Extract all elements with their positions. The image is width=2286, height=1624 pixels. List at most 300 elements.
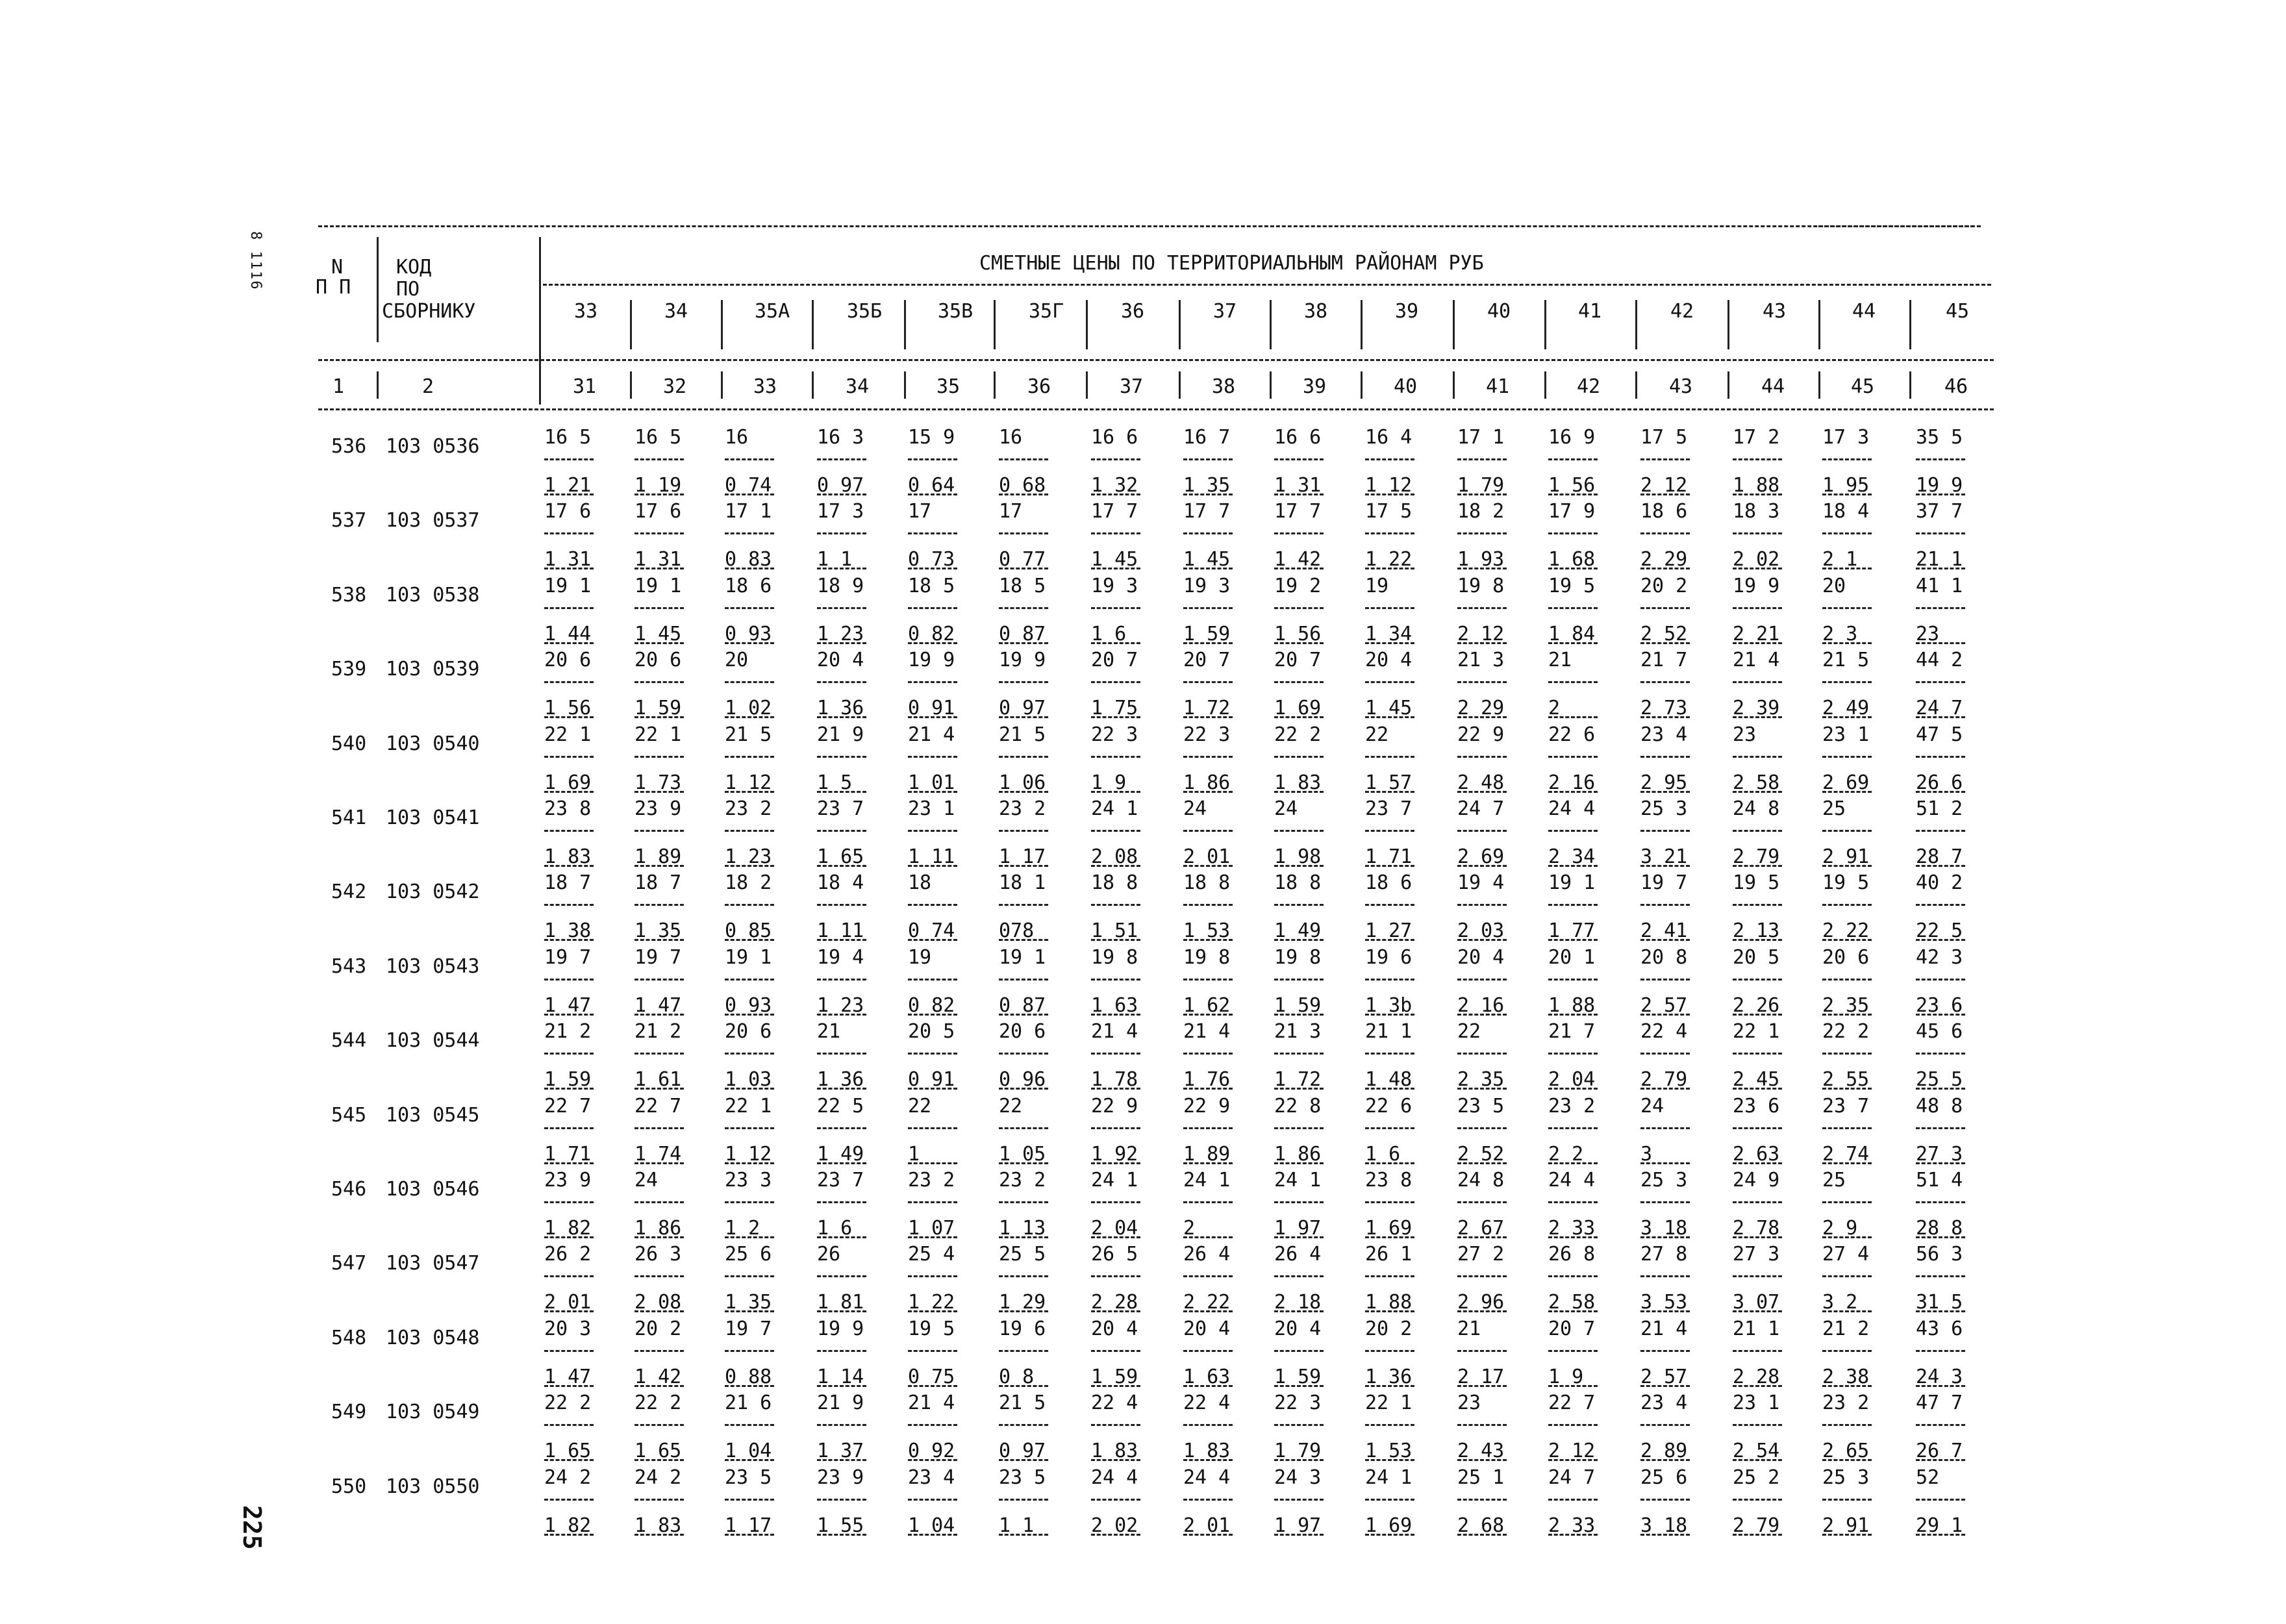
price-top: 21 4 xyxy=(1091,1020,1138,1043)
price-bottom: 2 18 xyxy=(1274,1291,1322,1314)
price-top: 17 7 xyxy=(1274,500,1322,523)
cell-rule xyxy=(1457,939,1507,941)
price-top: 19 8 xyxy=(1091,945,1138,969)
cell-rule xyxy=(725,1310,774,1312)
price-top: 21 xyxy=(1457,1317,1481,1340)
row-code: 103 0544 xyxy=(386,1029,480,1053)
cell-rule xyxy=(1640,1162,1690,1164)
price-top: 17 7 xyxy=(1091,500,1138,523)
cell-rule xyxy=(1733,1424,1782,1426)
price-bottom: 1 97 xyxy=(1274,1217,1322,1240)
cell-rule xyxy=(1822,1459,1872,1461)
price-top: 24 4 xyxy=(1548,1169,1596,1192)
cell-rule xyxy=(1916,532,1965,534)
cell-rule xyxy=(1822,1201,1872,1203)
price-bottom: 1 72 xyxy=(1274,1068,1322,1092)
cell-rule xyxy=(1548,979,1598,981)
price-bottom: 2 1 xyxy=(1822,548,1858,571)
district-divider xyxy=(1818,300,1820,349)
cell-rule xyxy=(1916,1053,1965,1055)
price-top: 17 2 xyxy=(1733,426,1780,449)
cell-rule xyxy=(908,791,957,793)
cell-rule xyxy=(817,904,866,906)
price-bottom: 1 14 xyxy=(817,1365,864,1388)
price-bottom: 1 89 xyxy=(1183,1142,1231,1166)
cell-rule xyxy=(1733,1459,1782,1461)
price-top: 19 7 xyxy=(725,1317,772,1340)
row-number: 545 xyxy=(331,1103,367,1127)
price-top: 17 xyxy=(999,500,1023,523)
price-bottom: 2 04 xyxy=(1091,1217,1138,1240)
price-bottom: 2 01 xyxy=(1183,1514,1231,1537)
cell-rule xyxy=(1091,1459,1140,1461)
cell-rule xyxy=(634,939,684,941)
cell-rule xyxy=(1457,1014,1507,1016)
cell-rule xyxy=(725,979,774,981)
price-top: 18 5 xyxy=(999,574,1046,597)
cell-rule xyxy=(1916,1459,1965,1461)
price-top: 24 xyxy=(1274,797,1298,820)
price-bottom: 1 12 xyxy=(725,1142,772,1166)
price-top: 21 4 xyxy=(1640,1317,1688,1340)
cell-rule xyxy=(1183,493,1233,495)
cell-rule xyxy=(1183,1088,1233,1090)
index-divider xyxy=(630,371,632,399)
cell-rule xyxy=(725,830,774,832)
price-top: 24 xyxy=(634,1169,659,1192)
price-bottom: 1 93 xyxy=(1457,548,1505,571)
price-bottom: 1 69 xyxy=(1365,1217,1413,1240)
price-bottom: 1 82 xyxy=(544,1514,592,1537)
price-bottom: 2 01 xyxy=(1183,845,1231,868)
cell-rule xyxy=(544,532,594,534)
price-bottom: 1 23 xyxy=(817,993,864,1017)
cell-rule xyxy=(817,979,866,981)
index-divider xyxy=(812,371,814,399)
price-top: 19 5 xyxy=(1733,871,1780,895)
price-bottom: 1 72 xyxy=(1183,697,1231,720)
cell-rule xyxy=(908,493,957,495)
cell-rule xyxy=(1822,1162,1872,1164)
cell-rule xyxy=(725,1459,774,1461)
price-bottom: 25 5 xyxy=(1916,1068,1963,1092)
price-top: 20 5 xyxy=(908,1020,955,1043)
cell-rule xyxy=(634,642,684,644)
cell-rule xyxy=(1822,830,1872,832)
cell-rule xyxy=(1457,791,1507,793)
price-top: 18 7 xyxy=(634,871,682,895)
price-bottom: 1 36 xyxy=(817,1068,864,1092)
cell-rule xyxy=(1274,458,1324,460)
price-top: 26 3 xyxy=(634,1243,682,1266)
cell-rule xyxy=(1640,979,1690,981)
price-bottom: 24 7 xyxy=(1916,697,1963,720)
index-divider xyxy=(1361,371,1363,399)
cell-rule xyxy=(1091,1162,1140,1164)
cell-rule xyxy=(817,607,866,609)
price-bottom: 1 31 xyxy=(1274,474,1322,497)
district-divider xyxy=(630,300,632,349)
cell-rule xyxy=(1916,1424,1965,1426)
price-top: 44 2 xyxy=(1916,649,1963,672)
cell-rule xyxy=(1822,1014,1872,1016)
price-bottom: 1 38 xyxy=(544,919,592,943)
cell-rule xyxy=(544,1424,594,1426)
cell-rule xyxy=(908,830,957,832)
price-top: 24 4 xyxy=(1183,1466,1231,1489)
price-bottom: 1 35 xyxy=(725,1291,772,1314)
cell-rule xyxy=(1548,830,1598,832)
price-top: 51 4 xyxy=(1916,1169,1963,1192)
price-top: 19 1 xyxy=(544,574,592,597)
cell-rule xyxy=(1091,716,1140,718)
price-top: 19 5 xyxy=(1548,574,1596,597)
cell-rule xyxy=(544,1014,594,1016)
price-bottom: 2 17 xyxy=(1457,1365,1505,1388)
cell-rule xyxy=(544,1385,594,1387)
price-top: 24 8 xyxy=(1457,1169,1505,1192)
price-top: 17 7 xyxy=(1183,500,1231,523)
cell-rule xyxy=(1640,791,1690,793)
cell-rule xyxy=(1091,568,1140,569)
cell-rule xyxy=(1916,756,1965,758)
price-top: 24 8 xyxy=(1733,797,1780,820)
price-top: 22 3 xyxy=(1091,723,1138,746)
price-bottom: 2 33 xyxy=(1548,1217,1596,1240)
cell-rule xyxy=(1091,532,1140,534)
cell-rule xyxy=(634,1385,684,1387)
price-bottom: 0 91 xyxy=(908,697,955,720)
price-bottom: 1 xyxy=(908,1142,920,1166)
price-bottom: 1 1 xyxy=(999,1514,1035,1537)
cell-rule xyxy=(1822,1053,1872,1055)
cell-rule xyxy=(1916,865,1965,867)
price-top: 17 1 xyxy=(725,500,772,523)
cell-rule xyxy=(634,1053,684,1055)
cell-rule xyxy=(1183,979,1233,981)
cell-rule xyxy=(1365,1127,1414,1129)
price-top: 20 4 xyxy=(817,649,864,672)
cell-rule xyxy=(1640,830,1690,832)
price-bottom: 1 17 xyxy=(725,1514,772,1537)
row-code: 103 0538 xyxy=(386,583,480,606)
row-number: 546 xyxy=(331,1178,367,1201)
cell-rule xyxy=(1091,756,1140,758)
cell-rule xyxy=(1733,568,1782,569)
district-header: 33 xyxy=(574,300,598,323)
price-top: 24 3 xyxy=(1274,1466,1322,1489)
price-top: 20 7 xyxy=(1091,649,1138,672)
cell-rule xyxy=(544,830,594,832)
header-n: N xyxy=(331,256,344,279)
cell-rule xyxy=(1365,904,1414,906)
cell-rule xyxy=(1916,979,1965,981)
cell-rule xyxy=(817,1088,866,1090)
index-divider xyxy=(1453,371,1455,399)
district-divider xyxy=(1453,300,1455,349)
cell-rule xyxy=(1183,458,1233,460)
cell-rule xyxy=(1822,607,1872,609)
price-top: 23 3 xyxy=(725,1169,772,1192)
price-top: 22 1 xyxy=(725,1094,772,1118)
price-top: 20 6 xyxy=(999,1020,1046,1043)
cell-rule xyxy=(1548,1534,1598,1536)
price-top: 16 6 xyxy=(1091,426,1138,449)
cell-rule xyxy=(1548,532,1598,534)
cell-rule xyxy=(1822,1236,1872,1238)
index-divider xyxy=(994,371,996,399)
cell-rule xyxy=(634,865,684,867)
district-divider xyxy=(1179,300,1181,349)
price-bottom: 1 21 xyxy=(544,474,592,497)
district-divider xyxy=(1086,300,1088,349)
cell-rule xyxy=(544,1499,594,1501)
cell-rule xyxy=(725,1236,774,1238)
price-bottom: 0 92 xyxy=(908,1440,955,1463)
cell-rule xyxy=(1183,1201,1233,1203)
cell-rule xyxy=(1640,1014,1690,1016)
price-top: 18 8 xyxy=(1274,871,1322,895)
cell-rule xyxy=(1274,865,1324,867)
price-bottom: 1 44 xyxy=(544,622,592,645)
cell-rule xyxy=(817,681,866,683)
cell-rule xyxy=(1916,1385,1965,1387)
cell-rule xyxy=(1457,1459,1507,1461)
cell-rule xyxy=(999,1350,1048,1352)
cell-rule xyxy=(1733,716,1782,718)
price-top: 26 8 xyxy=(1548,1243,1596,1266)
price-top: 23 7 xyxy=(817,1169,864,1192)
price-bottom: 1 89 xyxy=(634,845,682,868)
district-header: 35А xyxy=(755,300,790,323)
price-top: 23 1 xyxy=(1733,1392,1780,1415)
cell-rule xyxy=(544,642,594,644)
price-bottom: 1 59 xyxy=(1183,622,1231,645)
price-bottom: 2 12 xyxy=(1548,1440,1596,1463)
cell-rule xyxy=(1916,642,1965,644)
cell-rule xyxy=(1640,1459,1690,1461)
cell-rule xyxy=(634,830,684,832)
row-code: 103 0543 xyxy=(386,955,480,978)
price-top: 23 4 xyxy=(1640,1392,1688,1415)
cell-rule xyxy=(634,458,684,460)
price-bottom: 2 79 xyxy=(1733,1514,1780,1537)
price-bottom: 21 1 xyxy=(1916,548,1963,571)
price-top: 19 xyxy=(908,945,932,969)
price-bottom: 1 83 xyxy=(634,1514,682,1537)
cell-rule xyxy=(1733,1236,1782,1238)
price-top: 37 7 xyxy=(1916,500,1963,523)
price-bottom: 1 59 xyxy=(634,697,682,720)
cell-rule xyxy=(1822,939,1872,941)
cell-rule xyxy=(1365,865,1414,867)
cell-rule xyxy=(634,1127,684,1129)
price-bottom: 2 57 xyxy=(1640,993,1688,1017)
cell-rule xyxy=(544,756,594,758)
price-top: 24 1 xyxy=(1274,1169,1322,1192)
price-bottom: 1 42 xyxy=(634,1365,682,1388)
price-top: 22 1 xyxy=(1733,1020,1780,1043)
row-number: 536 xyxy=(331,435,367,458)
cell-rule xyxy=(1916,1014,1965,1016)
price-top: 23 6 xyxy=(1733,1094,1780,1118)
price-top: 20 6 xyxy=(634,649,682,672)
cell-rule xyxy=(1457,493,1507,495)
price-bottom: 1 86 xyxy=(1274,1142,1322,1166)
price-top: 22 9 xyxy=(1091,1094,1138,1118)
cell-rule xyxy=(817,1385,866,1387)
cell-rule xyxy=(908,979,957,981)
index-divider xyxy=(1544,371,1546,399)
cell-rule xyxy=(1365,1053,1414,1055)
cell-rule xyxy=(1365,1088,1414,1090)
price-bottom: 1 12 xyxy=(725,771,772,794)
price-top: 22 8 xyxy=(1274,1094,1322,1118)
cell-rule xyxy=(1548,1385,1598,1387)
cell-rule xyxy=(999,1385,1048,1387)
price-bottom: 2 58 xyxy=(1548,1291,1596,1314)
price-bottom: 2 28 xyxy=(1733,1365,1780,1388)
cell-rule xyxy=(1640,1310,1690,1312)
price-bottom: 2 96 xyxy=(1457,1291,1505,1314)
cell-rule xyxy=(1822,458,1872,460)
cell-rule xyxy=(908,1053,957,1055)
cell-rule xyxy=(1548,1350,1598,1352)
price-top: 23 9 xyxy=(544,1169,592,1192)
price-top: 26 xyxy=(817,1243,841,1266)
price-bottom: 1 48 xyxy=(1365,1068,1413,1092)
price-bottom: 3 18 xyxy=(1640,1217,1688,1240)
cell-rule xyxy=(1365,493,1414,495)
cell-rule xyxy=(1822,1534,1872,1536)
cell-rule xyxy=(725,939,774,941)
cell-rule xyxy=(999,756,1048,758)
price-bottom: 1 01 xyxy=(908,771,955,794)
cell-rule xyxy=(1274,1534,1324,1536)
cell-rule xyxy=(1457,532,1507,534)
price-bottom: 2 78 xyxy=(1733,1217,1780,1240)
price-bottom: 0 97 xyxy=(817,474,864,497)
cell-rule xyxy=(999,1127,1048,1129)
price-bottom: 1 55 xyxy=(817,1514,864,1537)
cell-rule xyxy=(1183,865,1233,867)
price-top: 21 2 xyxy=(544,1020,592,1043)
cell-rule xyxy=(1274,1424,1324,1426)
price-bottom: 1 9 xyxy=(1548,1365,1584,1388)
price-top: 22 7 xyxy=(634,1094,682,1118)
price-bottom: 2 52 xyxy=(1640,622,1688,645)
price-bottom: 2 16 xyxy=(1548,771,1596,794)
cell-rule xyxy=(1365,532,1414,534)
cell-rule xyxy=(1733,532,1782,534)
cell-rule xyxy=(999,532,1048,534)
price-bottom: 2 39 xyxy=(1733,697,1780,720)
price-top: 20 2 xyxy=(1640,574,1688,597)
price-bottom: 1 65 xyxy=(634,1440,682,1463)
price-top: 19 2 xyxy=(1274,574,1322,597)
price-bottom: 0 82 xyxy=(908,622,955,645)
cell-rule xyxy=(1916,458,1965,460)
district-header: 39 xyxy=(1395,300,1419,323)
price-bottom: 2 9 xyxy=(1822,1217,1858,1240)
cell-rule xyxy=(908,1127,957,1129)
price-top: 23 8 xyxy=(1365,1169,1413,1192)
cell-rule xyxy=(1822,1385,1872,1387)
price-top: 16 4 xyxy=(1365,426,1413,449)
price-top: 23 1 xyxy=(908,797,955,820)
margin-note: 8 1116 xyxy=(247,231,264,291)
price-bottom: 2 02 xyxy=(1733,548,1780,571)
row-number: 537 xyxy=(331,509,367,532)
cell-rule xyxy=(1733,1275,1782,1277)
price-top: 17 5 xyxy=(1640,426,1688,449)
cell-rule xyxy=(634,1350,684,1352)
price-top: 25 xyxy=(1822,1169,1846,1192)
price-bottom: 1 56 xyxy=(1548,474,1596,497)
price-bottom: 0 93 xyxy=(725,622,772,645)
cell-rule xyxy=(1457,904,1507,906)
price-top: 24 1 xyxy=(1091,797,1138,820)
cell-rule xyxy=(1457,458,1507,460)
price-top: 17 6 xyxy=(634,500,682,523)
header-divider-0 xyxy=(377,237,379,342)
cell-rule xyxy=(1822,865,1872,867)
price-bottom: 1 6 xyxy=(1091,622,1127,645)
cell-rule xyxy=(1822,716,1872,718)
cell-rule xyxy=(1457,607,1507,609)
cell-rule xyxy=(1274,1014,1324,1016)
price-top: 25 1 xyxy=(1457,1466,1505,1489)
price-top: 52 xyxy=(1916,1466,1940,1489)
cell-rule xyxy=(1640,458,1690,460)
price-bottom: 1 6 xyxy=(1365,1142,1401,1166)
cell-rule xyxy=(1916,791,1965,793)
price-bottom: 1 62 xyxy=(1183,993,1231,1017)
price-top: 20 7 xyxy=(1548,1317,1596,1340)
price-top: 20 6 xyxy=(1822,945,1870,969)
cell-rule xyxy=(1640,493,1690,495)
cell-rule xyxy=(1457,1310,1507,1312)
cell-rule xyxy=(817,1534,866,1536)
cell-rule xyxy=(1091,1275,1140,1277)
cell-rule xyxy=(1365,1424,1414,1426)
cell-rule xyxy=(1916,1127,1965,1129)
price-top: 25 xyxy=(1822,797,1846,820)
cell-rule xyxy=(1274,756,1324,758)
cell-rule xyxy=(544,716,594,718)
cell-rule xyxy=(1457,865,1507,867)
cell-rule xyxy=(1274,493,1324,495)
price-top: 22 1 xyxy=(634,723,682,746)
price-top: 18 xyxy=(908,871,932,895)
cell-rule xyxy=(1457,1236,1507,1238)
cell-rule xyxy=(1091,642,1140,644)
cell-rule xyxy=(1365,458,1414,460)
body-top-rule xyxy=(318,408,1994,410)
cell-rule xyxy=(1548,1127,1598,1129)
price-top: 19 3 xyxy=(1183,574,1231,597)
cell-rule xyxy=(1733,681,1782,683)
price-top: 19 1 xyxy=(725,945,772,969)
price-top: 16 3 xyxy=(817,426,864,449)
price-bottom: 2 38 xyxy=(1822,1365,1870,1388)
cell-rule xyxy=(1916,493,1965,495)
cell-rule xyxy=(1733,979,1782,981)
cell-rule xyxy=(817,493,866,495)
cell-rule xyxy=(1091,458,1140,460)
district-header: 35В xyxy=(938,300,973,323)
cell-rule xyxy=(1733,458,1782,460)
